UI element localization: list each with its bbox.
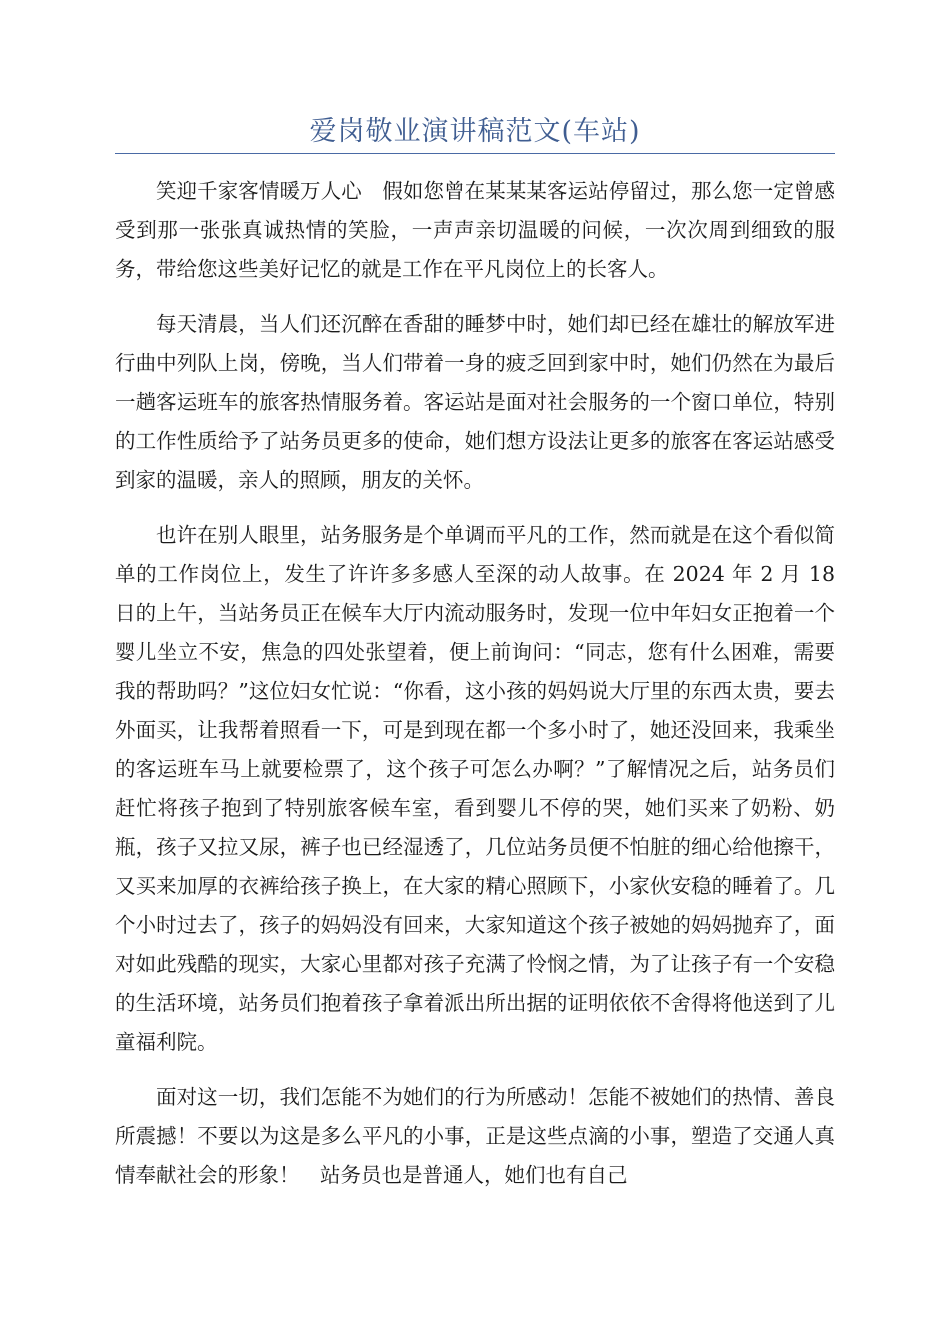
document-title: 爱岗敬业演讲稿范文(车站)	[309, 116, 641, 147]
paragraph-3: 也许在别人眼里，站务服务是个单调而平凡的工作，然而就是在这个看似简单的工作岗位上，发生了许许多多感人至深的动人故事。在 2024 年 2 月 18 日的上午，当站务员正在候车大厅内流动服务时，发现一位中年妇女正抱着一个婴儿坐立不安，焦急的四处张望着，便上前询问：“同志，您有什么困难，需要我的帮助吗？”这位妇女忙说：“你看，这小孩的妈妈说大厅里的东西太贵，要去外面买，让我帮着照看一下，可是到现在都一个多小时了，她还没回来，我乘坐的客运班车马上就要检票了，这个孩子可怎么办啊？”了解情况之后，站务员们赶忙将孩子抱到了特别旅客候车室，看到婴儿不停的哭，她们买来了奶粉、奶瓶，孩子又拉又尿，裤子也已经湿透了，几位站务员便不怕脏的细心给他擦干，又买来加厚的衣裤给孩子换上，在大家的精心照顾下，小家伙安稳的睡着了。几个小时过去了，孩子的妈妈没有回来，大家知道这个孩子被她的妈妈抛弃了，面对如此残酷的现实，大家心里都对孩子充满了怜悯之情，为了让孩子有一个安稳的生活环境，站务员们抱着孩子拿着派出所出据的证明依依不舍得将他送到了儿童福利院。	[115, 523, 835, 1054]
title-underline	[115, 153, 835, 154]
paragraph-4: 面对这一切，我们怎能不为她们的行为所感动！怎能不被她们的热情、善良所震撼！不要以为这是多么平凡的小事，正是这些点滴的小事，塑造了交通人真情奉献社会的形象！ 站务员也是普通人，她们也有自己	[115, 1085, 835, 1187]
document-body	[115, 172, 835, 1211]
paragraph-1: 笑迎千家客情暖万人心 假如您曾在某某某客运站停留过，那么您一定曾感受到那一张张真诚热情的笑脸，一声声亲切温暖的问候，一次次周到细致的服务，带给您这些美好记忆的就是工作在平凡岗位上的长客人。	[115, 179, 835, 281]
paragraph-2: 每天清晨，当人们还沉醉在香甜的睡梦中时，她们却已经在雄壮的解放军进行曲中列队上岗，傍晚，当人们带着一身的疲乏回到家中时，她们仍然在为最后一趟客运班车的旅客热情服务着。客运站是面对社会服务的一个窗口单位，特别的工作性质给予了站务员更多的使命，她们想方设法让更多的旅客在客运站感受到家的温暖，亲人的照顾，朋友的关怀。	[115, 312, 835, 492]
